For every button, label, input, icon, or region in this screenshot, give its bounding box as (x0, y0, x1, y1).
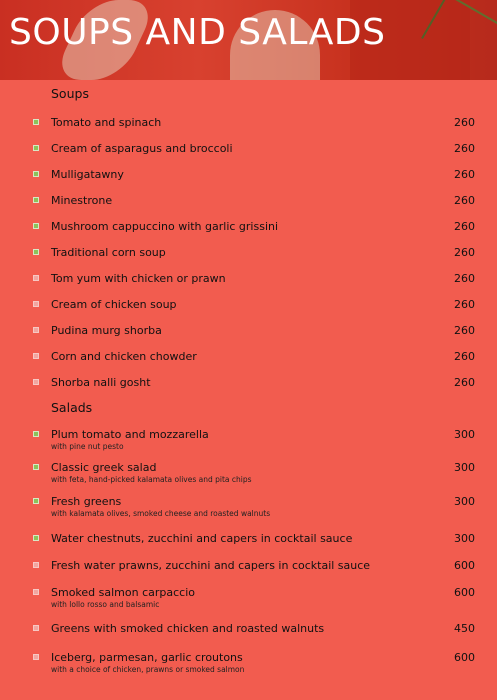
item-name: Shorba nalli gosht (51, 376, 151, 389)
nonveg-marker-icon (33, 301, 39, 307)
veg-marker-icon (33, 535, 39, 541)
item-name: Fresh greens (51, 495, 122, 508)
header-banner (0, 0, 497, 80)
veg-marker-icon (33, 119, 39, 125)
veg-marker-icon (33, 145, 39, 151)
nonveg-marker-icon (33, 353, 39, 359)
item-name: Water chestnuts, zucchini and capers in cocktail sauce (51, 532, 353, 545)
item-price: 260 (454, 142, 475, 155)
item-price: 600 (454, 586, 475, 599)
veg-marker-icon (33, 223, 39, 229)
item-name: Greens with smoked chicken and roasted walnuts (51, 622, 325, 635)
item-description: with feta, hand-picked kalamata olives and pita chips (51, 475, 252, 484)
item-price: 260 (454, 116, 475, 129)
item-price: 300 (454, 495, 475, 508)
item-price: 260 (454, 324, 475, 337)
item-price: 300 (454, 428, 475, 441)
item-price: 450 (454, 622, 475, 635)
item-description: with lollo rosso and balsamic (51, 600, 160, 609)
item-name: Tom yum with chicken or prawn (51, 272, 226, 285)
veg-marker-icon (33, 197, 39, 203)
item-name: Corn and chicken chowder (51, 350, 197, 363)
item-name: Pudina murg shorba (51, 324, 162, 337)
item-price: 300 (454, 532, 475, 545)
item-description: with pine nut pesto (51, 442, 124, 451)
item-price: 260 (454, 376, 475, 389)
veg-marker-icon (33, 464, 39, 470)
nonveg-marker-icon (33, 327, 39, 333)
item-name: Traditional corn soup (51, 246, 166, 259)
item-price: 300 (454, 461, 475, 474)
nonveg-marker-icon (33, 589, 39, 595)
item-price: 600 (454, 559, 475, 572)
item-name: Mulligatawny (51, 168, 124, 181)
item-name: Mushroom cappuccino with garlic grissini (51, 220, 279, 233)
item-name: Plum tomato and mozzarella (51, 428, 209, 441)
item-price: 260 (454, 350, 475, 363)
nonveg-marker-icon (33, 379, 39, 385)
item-price: 260 (454, 194, 475, 207)
veg-marker-icon (33, 431, 39, 437)
item-name: Cream of asparagus and broccoli (51, 142, 233, 155)
veg-marker-icon (33, 171, 39, 177)
item-price: 260 (454, 298, 475, 311)
nonveg-marker-icon (33, 275, 39, 281)
item-name: Classic greek salad (51, 461, 157, 474)
item-name: Cream of chicken soup (51, 298, 177, 311)
item-name: Minestrone (51, 194, 113, 207)
item-name: Smoked salmon carpaccio (51, 586, 196, 599)
item-price: 260 (454, 272, 475, 285)
item-name: Tomato and spinach (51, 116, 162, 129)
item-price: 260 (454, 168, 475, 181)
item-price: 260 (454, 246, 475, 259)
item-price: 260 (454, 220, 475, 233)
section-title-salads: Salads (51, 400, 93, 415)
veg-marker-icon (33, 498, 39, 504)
page-title: SOUPS AND SALADS (9, 12, 386, 53)
nonveg-marker-icon (33, 654, 39, 660)
section-title-soups: Soups (51, 86, 89, 101)
item-description: with kalamata olives, smoked cheese and roasted walnuts (51, 509, 271, 518)
item-name: Fresh water prawns, zucchini and capers in cocktail sauce (51, 559, 371, 572)
item-description: with a choice of chicken, prawns or smoked salmon (51, 665, 245, 674)
nonveg-marker-icon (33, 562, 39, 568)
veg-marker-icon (33, 249, 39, 255)
nonveg-marker-icon (33, 625, 39, 631)
item-name: Iceberg, parmesan, garlic croutons (51, 651, 243, 664)
item-price: 600 (454, 651, 475, 664)
